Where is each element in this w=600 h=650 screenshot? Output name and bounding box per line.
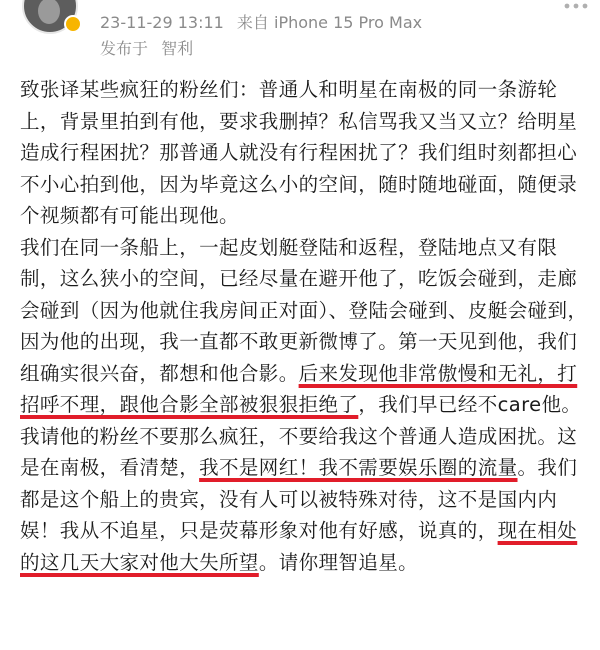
highlighted-text: 现在相处的这几天大家对他大失所望 [20,519,578,574]
published-label: 发布于 [100,39,149,58]
device-source: 来自 iPhone 15 Pro Max [236,13,423,32]
highlighted-text: 我不是网红！我不需要娱乐圈的流量 [199,456,518,479]
post-header [0,0,600,62]
published-location: 智利 [161,39,194,58]
post-text: 致张译某些疯狂的粉丝们：普通人和明星在南极的同一条游轮上，背景里拍到有他，要求我删掉？私信骂我又当又立？给明星造成行程困扰？那普通人就没有行程困扰了？我们组时刻都担心不小心拍到他，因为毕竟这么小的空间，随时随地碰面，随便录个视频都有可能出现他。 [20,78,578,227]
avatar-figure [38,0,60,24]
post-paragraph [20,232,590,579]
highlighted-text: 后来发现他非常傲慢和无礼，打招呼不理，跟他合影全部被狠狠拒绝了 [20,361,578,416]
post-text: 。我们都是这个船上的贵宾，没有人可以被特殊对待，这不是国内内娱！我从不追星，只是荧幕形象对他有好感，说真的， [20,456,578,542]
post-text: ，我们早已经不care他。我请他的粉丝不要那么疯狂，不要给我这个普通人造成困扰。这是在南极，看清楚， [20,393,582,479]
post-text: 我们在同一条船上，一起皮划艇登陆和返程，登陆地点又有限制，这么狭小的空间，已经尽量在避开他了，吃饭会碰到，走廊会碰到（因为他就住我房间正对面）、登陆会碰到、皮艇会碰到，因为他的出现，我一直都不敢更新微博了。第一天见到他，我们组确实很兴奋，都想和他合影。 [20,235,588,385]
more-icon[interactable] [562,2,590,18]
timestamp: 23-11-29 13:11 [100,13,224,32]
verified-badge-icon [64,15,82,33]
publish-location [100,36,201,59]
post-meta [100,10,430,33]
post-paragraph [20,74,590,232]
post-body [20,74,590,578]
post-text: 。请你理智追星。 [258,550,419,574]
